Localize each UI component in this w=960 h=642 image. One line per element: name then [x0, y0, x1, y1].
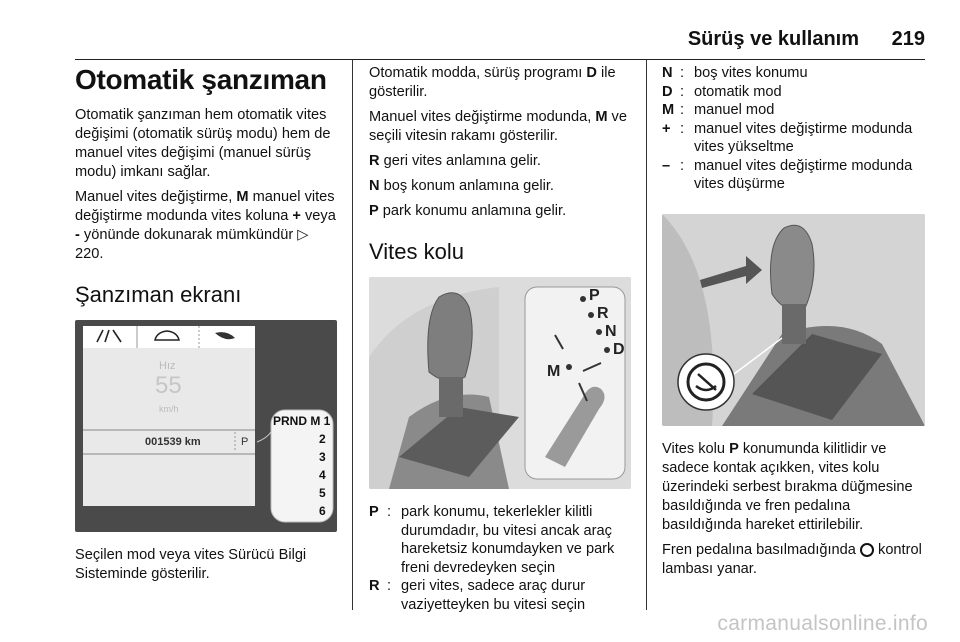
- page-number: 219: [891, 28, 925, 50]
- shifter-label-d: D: [613, 341, 625, 358]
- speed-label: Hız: [159, 360, 176, 372]
- brake-release-illustration: [662, 214, 925, 426]
- shifter-label-p: P: [589, 287, 600, 304]
- manual-mode-paragraph: Manuel vites değiştirme modunda, M ve seçili vitesin rakamı gösterilir.: [369, 109, 627, 144]
- definition-row: R : geri vites, sadece araç durur vaziyetteyken bu vitesi seçin: [369, 578, 586, 613]
- column-3: [662, 64, 925, 585]
- header-rule: [75, 59, 925, 60]
- column-divider: [646, 60, 647, 610]
- page-reference[interactable]: 220.: [75, 246, 104, 262]
- definition-row: – : manuel vites değiştirme modunda vites düşürme: [662, 157, 913, 192]
- selector-lever-illustration: [369, 277, 631, 489]
- gear-row: PRND M 1: [273, 414, 331, 428]
- section-title: Sürüş ve kullanım: [687, 28, 859, 50]
- gear-item: 3: [319, 450, 326, 464]
- neutral-paragraph: N boş konum anlamına gelir.: [369, 178, 554, 194]
- gear-list: [319, 430, 326, 520]
- gear-item: 5: [319, 486, 326, 500]
- definition-row: N : boş vites konumu: [662, 65, 808, 81]
- speed-unit: km/h: [159, 404, 179, 414]
- gear-item: 2: [319, 432, 326, 446]
- manual-shift-paragraph: Manuel vites değiştirme, M manuel vites değiştirme modunda vites koluna + veya - yönünde dokunarak mümkündür ▷ 220.: [75, 189, 336, 262]
- odometer-value: 001539 km: [145, 436, 201, 448]
- definition-list: [369, 503, 631, 614]
- column-2: [369, 64, 631, 614]
- gear-indicator: P: [241, 436, 249, 448]
- shifter-label-n: N: [605, 323, 617, 340]
- brake-control-lamp-icon: [860, 543, 874, 557]
- watermark: carmanualsonline.info: [717, 612, 928, 635]
- auto-mode-paragraph: Otomatik modda, sürüş programı D ile gösterilir.: [369, 65, 616, 100]
- selector-subheading: Vites kolu: [369, 239, 464, 264]
- definition-list: [662, 64, 925, 194]
- definition-row: D : otomatik mod: [662, 83, 782, 100]
- gear-item: 4: [319, 468, 326, 482]
- definition-row: + : manuel vites değiştirme modunda vites yükseltme: [662, 120, 913, 155]
- gear-item: 6: [319, 504, 326, 518]
- page-header: [75, 26, 925, 54]
- definition-row: P : park konumu, tekerlekler kilitli durumdadır, bu vitesi ancak araç hareketsiz konumdayken ve park freni devredeyken seçin: [369, 504, 615, 576]
- display-subheading: Şanzıman ekranı: [75, 282, 242, 307]
- intro-paragraph: Otomatik şanzıman hem otomatik vites değişimi (otomatik sürüş modu) hem de manuel vites değişimi (manuel sürüş modu) imkanı sağlar.: [75, 107, 331, 180]
- speed-value: 55: [155, 372, 182, 399]
- shifter-label-r: R: [597, 305, 609, 322]
- transmission-display-illustration: [75, 320, 337, 532]
- page-heading: Otomatik şanzıman: [75, 64, 327, 95]
- shifter-label-m: M: [547, 363, 561, 380]
- warning-lamp-paragraph: Fren pedalına basılmadığında kontrol lambası yanar.: [662, 541, 922, 577]
- lever-lock-paragraph: Vites kolu P konumunda kilitlidir ve sadece kontak açıkken, vites kolu üzerindeki serbest bırakma düğmesine basıldığında ve fren pedalına basıldığında hareket ettirilebilir.: [662, 440, 913, 533]
- page-reference-icon: ▷: [297, 227, 309, 243]
- definition-row: M : manuel mod: [662, 102, 775, 118]
- reverse-paragraph: R geri vites anlamına gelir.: [369, 153, 541, 169]
- column-divider: [352, 60, 353, 610]
- display-caption: Seçilen mod veya vites Sürücü Bilgi Sisteminde gösterilir.: [75, 547, 307, 582]
- park-paragraph: P park konumu anlamına gelir.: [369, 203, 567, 219]
- column-1: [75, 64, 337, 590]
